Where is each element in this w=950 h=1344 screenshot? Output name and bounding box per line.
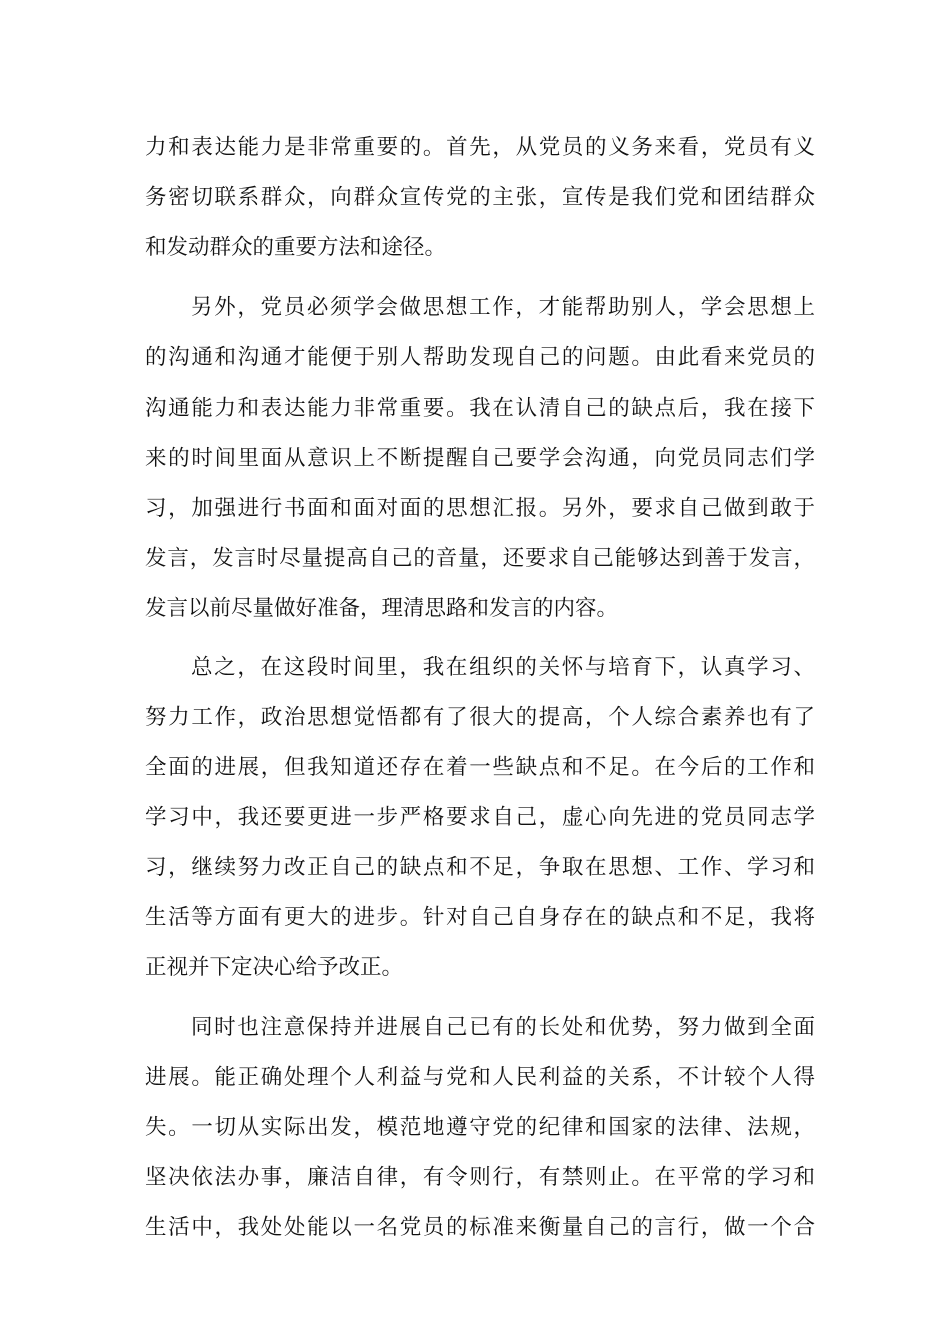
text-line: 正视并下定决心给予改正。 xyxy=(145,955,404,980)
text-line: 和发动群众的重要方法和途径。 xyxy=(145,235,447,260)
text-line: 力和表达能力是非常重要的。首先，从党员的义务来看，党员有义 xyxy=(145,135,815,160)
text-line: 务密切联系群众，向群众宣传党的主张，宣传是我们党和团结群众 xyxy=(145,185,815,210)
text-line: 沟通能力和表达能力非常重要。我在认清自己的缺点后，我在接下 xyxy=(145,396,815,421)
text-line: 生活等方面有更大的进步。针对自己自身存在的缺点和不足，我将 xyxy=(145,905,815,930)
text-line: 学习中，我还要更进一步严格要求自己，虚心向先进的党员同志学 xyxy=(145,805,815,830)
text-line: 失。一切从实际出发，模范地遵守党的纪律和国家的法律、法规， xyxy=(145,1115,815,1140)
text-line: 进展。能正确处理个人利益与党和人民利益的关系，不计较个人得 xyxy=(145,1065,815,1090)
text-line: 发言以前尽量做好准备，理清思路和发言的内容。 xyxy=(145,596,619,621)
text-line: 发言，发言时尽量提高自己的音量，还要求自己能够达到善于发言， xyxy=(145,546,815,571)
text-line: 的沟通和沟通才能便于别人帮助发现自己的问题。由此看来党员的 xyxy=(145,345,815,370)
text-line: 生活中，我处处能以一名党员的标准来衡量自己的言行，做一个合 xyxy=(145,1215,815,1240)
paragraph-first-line: 另外，党员必须学会做思想工作，才能帮助别人，学会思想上 xyxy=(191,295,815,320)
text-line: 习，加强进行书面和面对面的思想汇报。另外，要求自己做到敢于 xyxy=(145,496,815,521)
text-line: 坚决依法办事，廉洁自律，有令则行，有禁则止。在平常的学习和 xyxy=(145,1165,815,1190)
text-line: 努力工作，政治思想觉悟都有了很大的提高，个人综合素养也有了 xyxy=(145,705,815,730)
paragraph-first-line: 总之，在这段时间里，我在组织的关怀与培育下，认真学习、 xyxy=(191,655,815,680)
text-line: 习，继续努力改正自己的缺点和不足，争取在思想、工作、学习和 xyxy=(145,855,815,880)
text-line: 来的时间里面从意识上不断提醒自己要学会沟通，向党员同志们学 xyxy=(145,446,815,471)
paragraph-first-line: 同时也注意保持并进展自己已有的长处和优势，努力做到全面 xyxy=(191,1015,815,1040)
text-line: 全面的进展，但我知道还存在着一些缺点和不足。在今后的工作和 xyxy=(145,755,815,780)
